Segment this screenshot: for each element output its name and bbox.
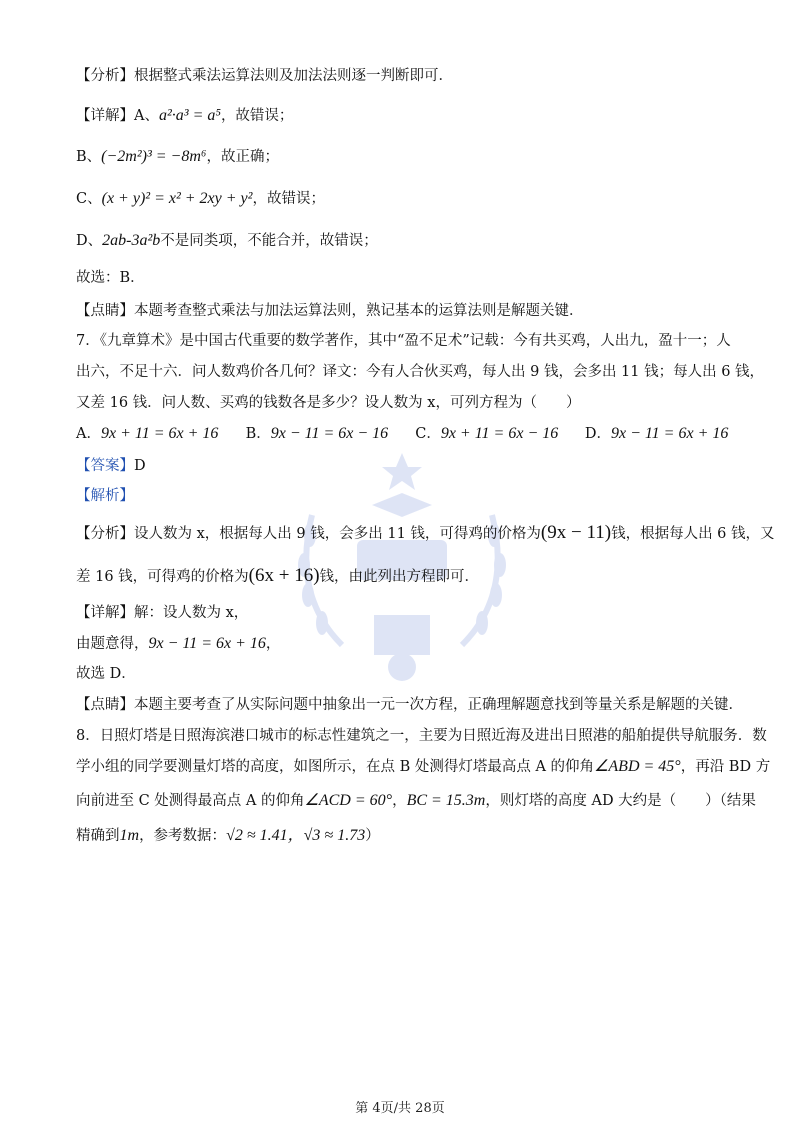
formula-c: (x + y)² = x² + 2xy + y²	[101, 190, 253, 207]
q7-analysis-2: 差 16 钱，可得鸡的价格为(6x + 16)钱，由此列出方程即可．	[76, 565, 480, 586]
q7-comment: 【点睛】本题主要考查了从实际问题中抽象出一元一次方程，正确理解题意找到等量关系是解题的关键．	[76, 697, 743, 713]
q8-text-4: 精确到1m，参考数据：√2 ≈ 1.41，√3 ≈ 1.73）	[76, 827, 380, 844]
answer-line: 【答案】D	[76, 458, 146, 474]
q7-detail-2: 由题意得，9x − 11 = 6x + 16，	[76, 635, 281, 652]
q7-analysis-1: 【分析】设人数为 x，根据每人出 9 钱，会多出 11 钱，可得鸡的价格为(9x − 11)钱，根据每人出 6 钱，又	[76, 522, 775, 543]
q8-text-3: 向前进至 C 处测得最高点 A 的仰角∠ACD = 60°，BC = 15.3m，则灯塔的高度 AD 大约是（ ）（结果	[76, 792, 756, 809]
q7-options	[76, 424, 728, 444]
formula-d: 2ab-3a²b	[102, 232, 161, 249]
analysis-tag: 【解析】	[76, 488, 134, 504]
q7-text-1: 7．《九章算术》是中国古代重要的数学著作，其中“盈不足术”记载：今有共买鸡，人出九，盈十一；人	[76, 333, 731, 349]
q8-text-2: 学小组的同学要测量灯塔的高度，如图所示，在点 B 处测得灯塔最高点 A 的仰角∠ABD = 45°，再沿 BD 方	[76, 758, 771, 775]
detail-line-a: 【详解】A、a²·a³ = a⁵，故错误；	[76, 107, 294, 124]
q7-detail-3: 故选 D．	[76, 666, 136, 682]
option-d: D．9x − 11 = 6x + 16	[584, 425, 729, 442]
detail-line-c: C、(x + y)² = x² + 2xy + y²，故错误；	[76, 190, 325, 207]
option-c: C．9x + 11 = 6x − 16	[415, 425, 559, 442]
comment-line: 【点睛】本题考查整式乘法与加法运算法则，熟记基本的运算法则是解题关键．	[76, 303, 584, 319]
detail-line-b: B、(−2m²)³ = −8m⁶，故正确；	[76, 148, 279, 165]
q7-detail-1: 【详解】解：设人数为 x，	[76, 605, 249, 621]
formula-a: a²·a³ = a⁵	[158, 107, 221, 124]
choice-line: 故选：B．	[76, 270, 145, 286]
formula-b: (−2m²)³ = −8m⁶	[101, 148, 207, 165]
analysis-line: 【分析】根据整式乘法运算法则及加法法则逐一判断即可．	[76, 68, 453, 84]
detail-line-d: D、2ab-3a²b不是同类项，不能合并，故错误；	[76, 232, 378, 249]
q7-text-2: 出六，不足十六．问人数鸡价各几何？译文：今有人合伙买鸡，每人出 9 钱，会多出 11 钱；每人出 6 钱，	[76, 364, 765, 380]
option-a: A．9x + 11 = 6x + 16	[76, 425, 219, 442]
option-b: B．9x − 11 = 6x − 16	[245, 425, 389, 442]
q7-text-3: 又差 16 钱．问人数、买鸡的钱数各是多少？设人数为 x，可列方程为（ ）	[76, 395, 581, 411]
q8-text-1: 8．日照灯塔是日照海滨港口城市的标志性建筑之一，主要为日照近海及进出日照港的船舶提供导航服务．数	[76, 728, 767, 744]
page-footer: 第 4页/共 28页	[355, 1101, 445, 1116]
